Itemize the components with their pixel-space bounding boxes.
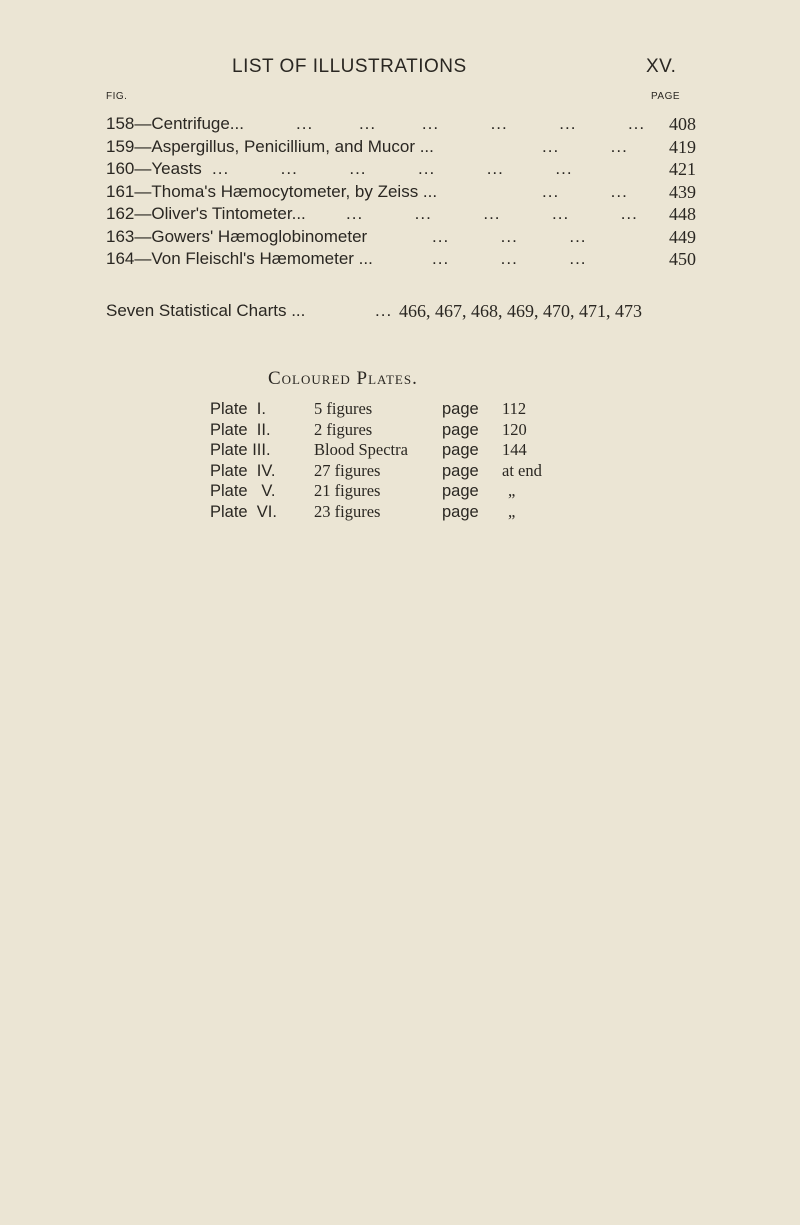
figure-page: 449	[669, 226, 696, 247]
plate-page-number: „	[508, 501, 516, 521]
figure-entry: 162—Oliver's Tintometer... ... ... ... ... ... 448	[106, 204, 696, 224]
leader-dots: ... ... ...	[432, 249, 587, 268]
plate-label: Plate VI.	[210, 502, 277, 521]
plate-entry	[210, 481, 590, 502]
plate-label: Plate V.	[210, 482, 276, 500]
plate-figures: 27 figures	[314, 460, 381, 480]
leader-dots: ... ... ... ... ...	[346, 204, 638, 223]
plate-page-word: page	[442, 461, 479, 480]
figure-number: 161	[106, 181, 135, 201]
figure-number: 159	[106, 136, 135, 156]
figure-number: 163	[106, 226, 135, 246]
plate-page-number: 112	[502, 399, 527, 418]
plate-page-number: at end	[502, 460, 542, 480]
figure-page: 450	[669, 249, 696, 269]
plate-entry	[210, 461, 590, 482]
figure-number: 164	[106, 249, 135, 268]
page-title: LIST OF ILLUSTRATIONS	[232, 56, 467, 77]
plate-label: Plate II.	[210, 420, 271, 439]
plate-label: Plate IV.	[210, 461, 276, 480]
figure-page: 448	[669, 204, 696, 224]
figure-number: 158	[106, 114, 135, 133]
plate-figures: Blood Spectra	[314, 440, 408, 459]
plate-entry	[210, 440, 590, 461]
statistical-charts-pages: 466, 467, 468, 469, 470, 471, 473	[399, 301, 642, 321]
figure-page: 421	[669, 159, 696, 179]
figure-label: Oliver's Tintometer...	[151, 204, 306, 223]
leader-dots: ... ... ...	[432, 226, 587, 246]
figure-entry: 159—Aspergillus, Penicillium, and Mucor ... ... ... 419	[106, 136, 696, 157]
plate-figures: 21 figures	[314, 481, 381, 500]
figure-page: 419	[669, 136, 696, 157]
leader-dots: ... ...	[542, 181, 628, 201]
plate-page-number: „	[508, 481, 516, 500]
running-head	[0, 56, 800, 84]
coloured-plates-list	[210, 399, 590, 522]
figure-number: 162	[106, 204, 135, 223]
page-number: XV.	[646, 56, 677, 77]
figure-label: Thoma's Hæmocytometer, by Zeiss ...	[151, 181, 438, 201]
plate-label: Plate I.	[210, 400, 266, 418]
plate-page-word: page	[442, 482, 479, 500]
plate-page-word: page	[442, 441, 479, 459]
figure-entry: 163—Gowers' Hæmoglobinometer ... ... ... 449	[106, 226, 696, 247]
statistical-charts-label: Seven Statistical Charts ...	[106, 301, 306, 320]
plate-page-word: page	[442, 420, 479, 439]
figure-label: Aspergillus, Penicillium, and Mucor ...	[151, 136, 434, 156]
figure-entry: 161—Thoma's Hæmocytometer, by Zeiss ... ... ... 439	[106, 181, 696, 202]
figure-list	[106, 113, 696, 271]
figure-page: 408	[669, 114, 696, 134]
plate-figures: 23 figures	[314, 501, 381, 521]
plate-page-word: page	[442, 400, 479, 418]
figure-label: Yeasts	[151, 159, 202, 178]
statistical-charts-leader: ...	[375, 301, 393, 320]
plate-page-number: 120	[502, 419, 527, 439]
leader-dots: ... ... ... ... ... ...	[296, 114, 646, 133]
coloured-plates-heading: Coloured Plates.	[268, 368, 418, 389]
figure-label: Centrifuge...	[151, 114, 244, 133]
figure-entry: 164—Von Fleischl's Hæmometer ... ... ... ... 450	[106, 249, 696, 269]
plate-page-number: 144	[502, 440, 527, 459]
figure-label: Von Fleischl's Hæmometer ...	[151, 249, 373, 268]
fig-column-heading: FIG.	[106, 91, 128, 102]
plate-figures: 2 figures	[314, 419, 373, 439]
leader-dots: ... ...	[542, 136, 628, 156]
plate-figures: 5 figures	[314, 399, 373, 418]
plate-label: Plate III.	[210, 441, 271, 459]
figure-label: Gowers' Hæmoglobinometer	[151, 226, 368, 246]
page-column-heading: PAGE	[651, 91, 681, 102]
plate-page-word: page	[442, 502, 479, 521]
plate-entry	[210, 399, 590, 420]
figure-page: 439	[669, 181, 696, 202]
figure-entry: 160—Yeasts ... ... ... ... ... ... 421	[106, 159, 696, 179]
figure-entry: 158—Centrifuge... ... ... ... ... ... ... 408	[106, 114, 696, 134]
plate-entry	[210, 420, 590, 441]
plate-entry	[210, 502, 590, 523]
figure-number: 160	[106, 159, 135, 178]
leader-dots: ... ... ... ... ... ...	[212, 159, 573, 178]
